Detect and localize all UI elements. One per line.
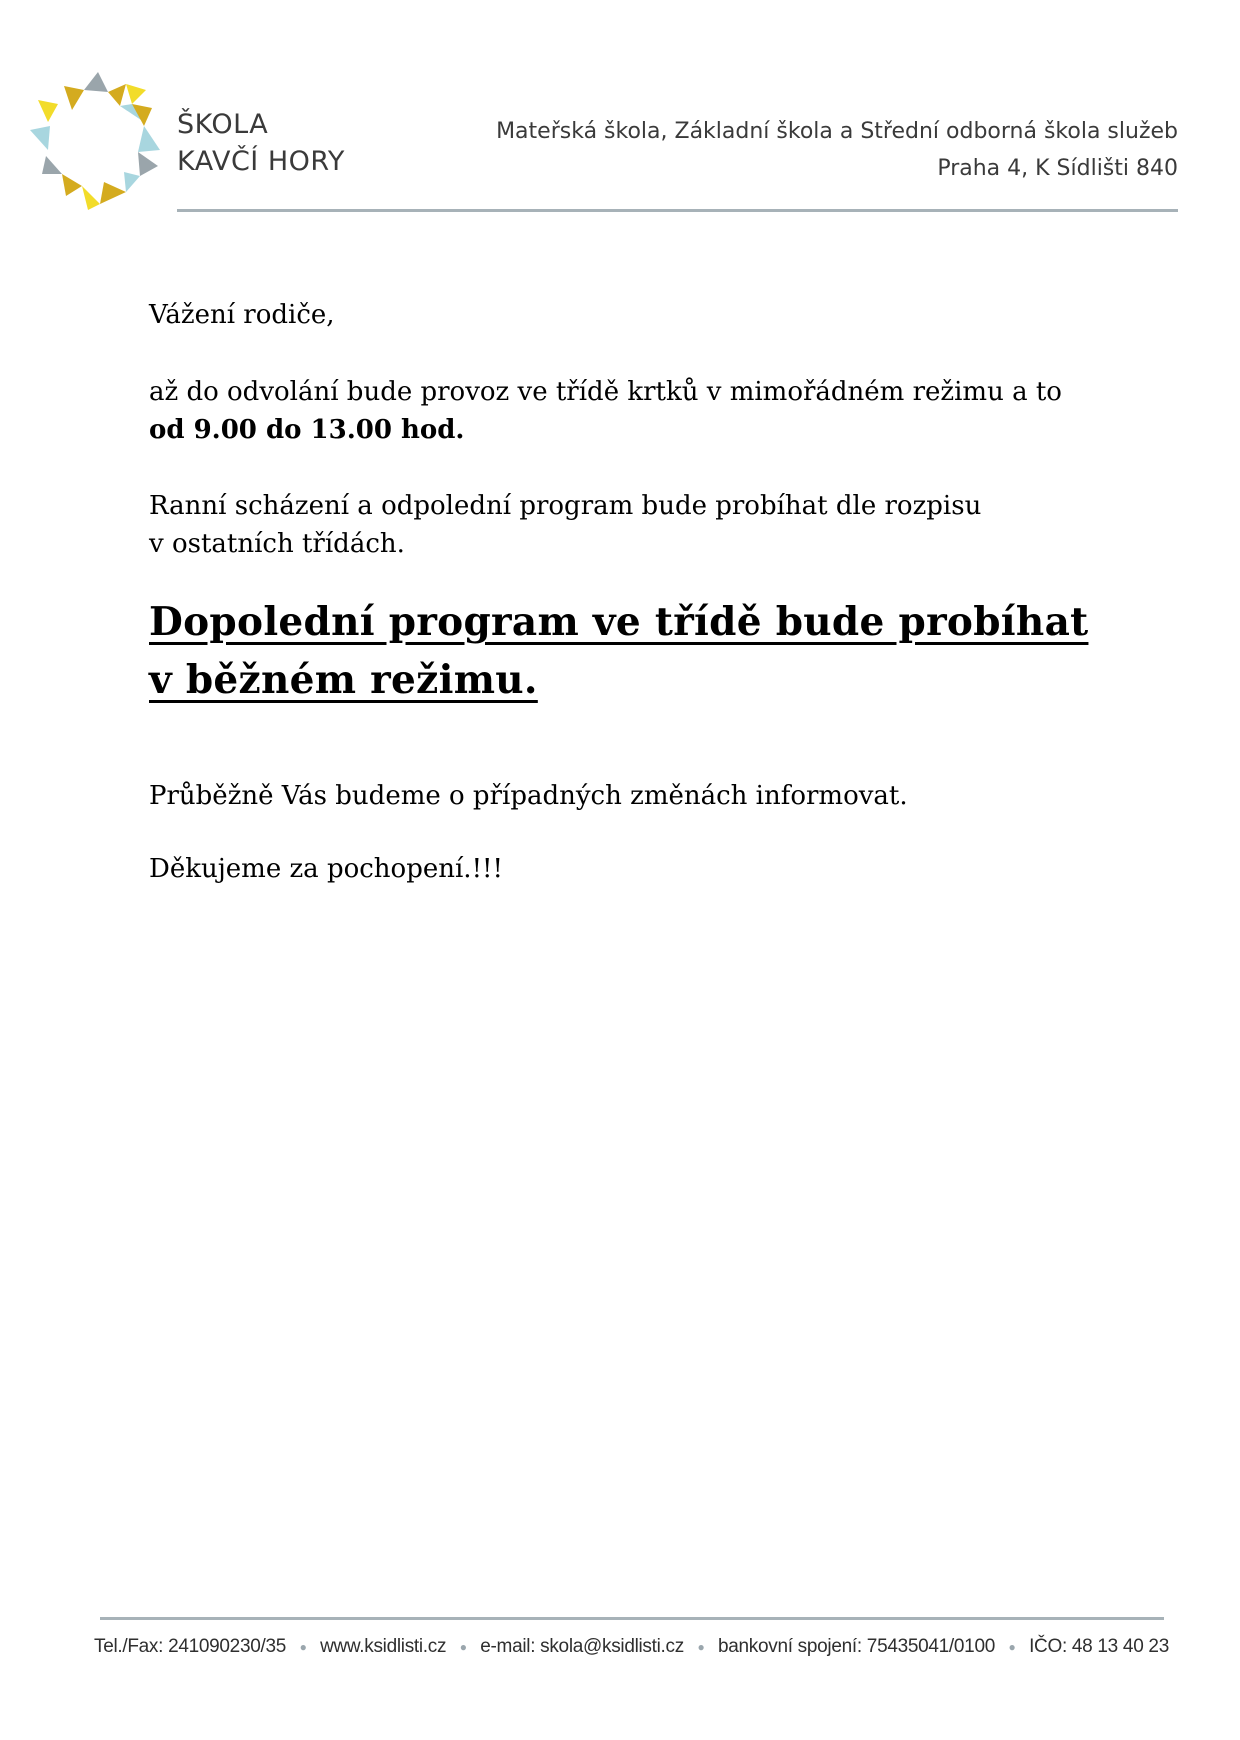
footer-separator-icon: ● [697,1640,705,1654]
greeting: Vážení rodiče, [149,300,335,330]
paragraph-hours-text: až do odvolání bude provoz ve třídě krtků v mimořádném režimu a to [149,377,1062,407]
logo-triangle-top [84,72,108,92]
school-logo-text [177,106,345,180]
closing: Děkujeme za pochopení.!!! [149,854,503,884]
paragraph-schedule-line2: v ostatních třídách. [149,529,405,559]
headline-line1: Dopolední program ve třídě bude probíhat [149,599,1089,645]
paragraph-schedule-line1: Ranní scházení a odpolední program bude probíhat dle rozpisu [149,491,982,521]
footer-separator-icon: ● [299,1640,307,1654]
footer-ico: IČO: 48 13 40 23 [1029,1636,1169,1657]
footer-divider [100,1617,1164,1620]
footer-web-link[interactable]: www.ksidlisti.cz [320,1636,447,1657]
school-full-name: Mateřská škola, Základní škola a Střední odborná škola služeb [496,119,1178,144]
paragraph-updates: Průběžně Vás budeme o případných změnách informovat. [149,781,908,811]
footer-phone: Tel./Fax: 241090230/35 [94,1636,286,1657]
header-divider [177,209,1178,212]
footer [94,1636,1169,1658]
school-logo [28,70,163,210]
letterhead-info [496,113,1178,187]
footer-bank: bankovní spojení: 75435041/0100 [717,1636,995,1657]
school-address: Praha 4, K Sídlišti 840 [937,156,1178,181]
paragraph-schedule [149,487,1099,563]
school-name-line1: ŠKOLA [177,109,269,140]
footer-separator-icon: ● [1008,1640,1016,1654]
letter-body [149,296,1099,888]
hours-bold: od 9.00 do 13.00 hod. [149,415,465,445]
headline-notice [149,593,1099,709]
footer-email-link[interactable]: e-mail: skola@ksidlisti.cz [480,1636,684,1657]
paragraph-hours [149,373,1099,449]
footer-separator-icon: ● [459,1640,467,1654]
school-name-line2: KAVČÍ HORY [177,146,345,177]
headline-line2: v běžném režimu. [149,657,538,703]
